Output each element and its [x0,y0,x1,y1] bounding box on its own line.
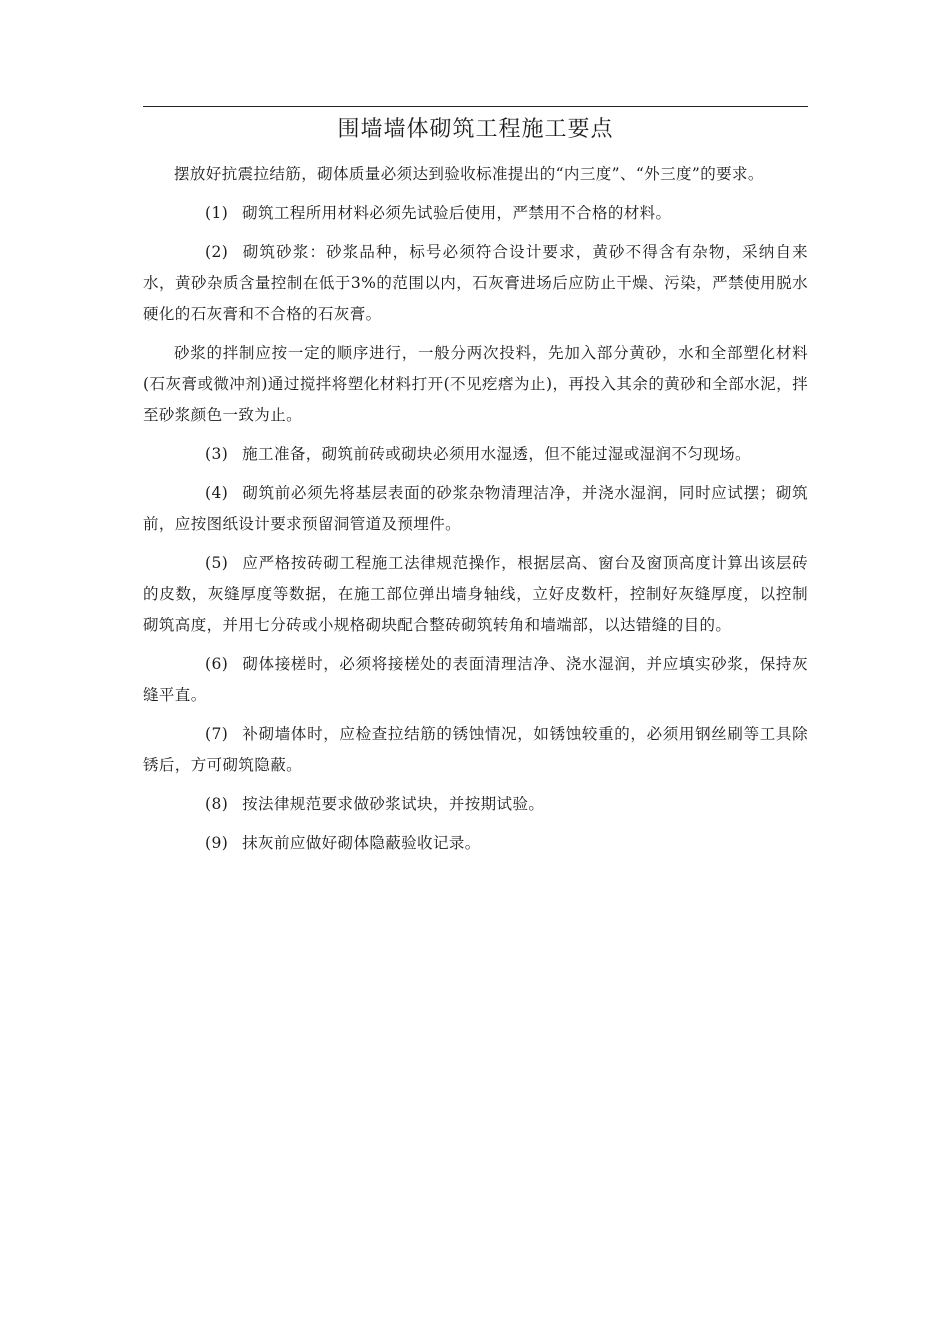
item-number: (5) [205,554,229,572]
item-number: (6) [205,655,229,673]
item-text: 按法律规范要求做砂浆试块，并按期试验。 [242,795,545,813]
intro-paragraph: 摆放好抗震拉结筋，砌体质量必须达到验收标准提出的“内三度”、“外三度”的要求。 [174,165,764,183]
list-item [143,548,808,641]
item-text: 补砌墙体时，应检查拉结筋的锈蚀情况，如锈蚀较重的，必须用钢丝刷等工具除锈后，方可砌筑隐蔽。 [143,725,808,774]
body-paragraph [143,338,808,431]
item-text: 砌筑砂浆：砂浆品种，标号必须符合设计要求，黄砂不得含有杂物，采纳自来水，黄砂杂质含量控制在低于3%的范围以内，石灰膏进场后应防止干燥、污染，严禁使用脱水硬化的石灰膏和不合格的石灰膏。 [143,243,808,323]
list-item [143,789,808,820]
list-item [143,828,808,859]
item-number: (1) [205,204,229,222]
item-number: (7) [205,725,229,743]
list-item [143,649,808,711]
item-text: 抹灰前应做好砌体隐蔽验收记录。 [242,834,481,852]
document-page [143,106,808,867]
item-number: (8) [205,795,229,813]
item-number: (3) [205,445,229,463]
item-text: 砂浆的拌制应按一定的顺序进行，一般分两次投料，先加入部分黄砂，水和全部塑化材料(石灰膏或微冲剂)通过搅拌将塑化材料打开(不见疙瘩为止)，再投入其余的黄砂和全部水泥，拌至砂浆颜色一致为止。 [143,344,808,424]
header-rule [143,106,808,107]
list-item [143,439,808,470]
item-text: 砌筑前必须先将基层表面的砂浆杂物清理洁净，并浇水湿润，同时应试摆；砌筑前，应按图纸设计要求预留洞管道及预埋件。 [143,484,808,533]
item-number: (2) [205,243,229,261]
list-item [143,198,808,229]
document-title: 围墙墙体砌筑工程施工要点 [337,117,614,142]
item-number: (9) [205,834,229,852]
item-number: (4) [205,484,229,502]
item-text: 施工准备，砌筑前砖或砌块必须用水湿透，但不能过湿或湿润不匀现场。 [242,445,751,463]
list-item [143,719,808,781]
list-item [143,478,808,540]
item-text: 砌筑工程所用材料必须先试验后使用，严禁用不合格的材料。 [242,204,672,222]
item-text: 砌体接槎时，必须将接槎处的表面清理洁净、浇水湿润，并应填实砂浆，保持灰缝平直。 [143,655,808,704]
list-item [143,237,808,330]
item-text: 应严格按砖砌工程施工法律规范操作，根据层高、窗台及窗顶高度计算出该层砖的皮数，灰缝厚度等数据，在施工部位弹出墙身轴线，立好皮数杆，控制好灰缝厚度，以控制砌筑高度，并用七分砖或小规格砌块配合整砖砌筑转角和墙端部，以达错缝的目的。 [143,554,808,634]
